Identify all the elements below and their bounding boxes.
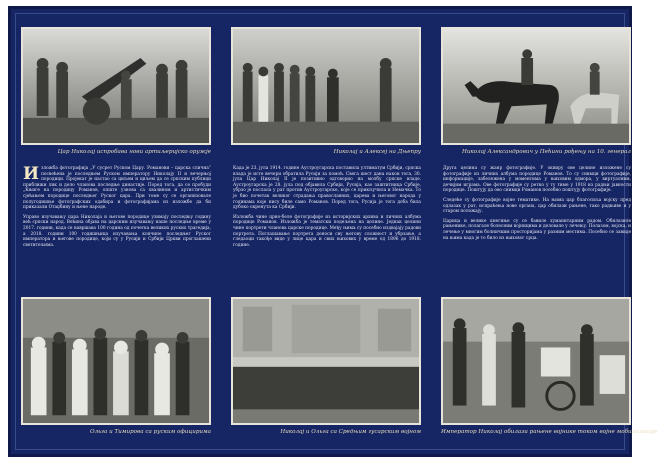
photo-artillery: [21, 27, 211, 145]
col3-paragraph-1: Друга целина су жанр фотографије. У оквиру ове целине изложене су фотографије из личних албума породице Романов. То су снимци фотографије, информације, забележена у моментима у њиховим одмора, у виртуалним, дечијим играма. Ове фотографије су ретко у ту тиме у 1918 из радњи јавности породице. Поштују да ово снимци Романов посебно поштују фотографије.: [443, 166, 631, 194]
photo-officers-nurses: [21, 297, 211, 425]
col2-paragraph-1: Када је 23. јула 1914. године Аустроугарска поставила ултиматум Србији, српска влада је исте вечери обратила Русији за помоћ. Свега шест дана након тога, 30. јула Цар Николај II је позитивно одговорио на молбу српске владе. Аустроугарска је 28. јула под објавила Србији, Русија, као заштитница Србије, убрзо је послала у рат против Аустроугарске, које се прикључила и Немачка. То је био почетак великог страдања православних, царева и његовог народа у годинама које нису биле само Романов. Поред тога, Русија је тога доба била дубоко окренута ка Србији.: [233, 166, 421, 211]
photo-horses: [441, 27, 631, 145]
exhibition-spread: [8, 6, 658, 457]
text-column-1: [23, 166, 211, 284]
caption-bottom-left: Ольга и Тимирова са руским официрима: [90, 429, 211, 435]
col3-paragraph-2: Следеће су фотографије војне тематике. На њима цар благосиља војску пред одлазак у рат, испраћења нове органа, цар обилази рањене, тако радњиве и у старом положају.: [443, 197, 631, 215]
caption-bottom-center: Николај и Ольга са Средњим гусарским војном: [280, 429, 421, 435]
col1-paragraph-1: зложба фотографија „У сусрет Руском Цару. Романови – царска слична“ посвећена је последњем Руском императору Николају II и вечерњој породици. Пројекат је настао са циљем и циљем да се српским публици приближи лик и дело чланова последње династије. Поред тога, да се пробуди „Књиге на породицу Романов, опште узнова са хвалином и артистичким сјећањем породице последњег Руског цара. При томе су се организовале полугодишње фотографских одабира и фотографијама из изложбе да би приказали Отаџбину и њене народе.: [23, 166, 211, 211]
col3-paragraph-3: Царица и велике кнегиње су се бавиле хуманитарним радом. Обилазиле рањенике, полагале болесним војницима и деловале у лечењу. Полазом, војска, и лечење у многим болничким просторијама у разним местима. Посебно се завиде на њима када је то било из њиховог срца.: [443, 218, 631, 241]
drop-cap: И: [23, 164, 40, 184]
caption-top-right: Николај Александрович у Пећини рођењу на 10. генерал: [461, 149, 631, 155]
photo-wounded-soldiers: [441, 297, 631, 425]
photo-hussars: [231, 297, 421, 425]
col1-paragraph-2: Управо изучавању цара Николаја и његове породице узимају последњу годину већ српски народ. Већина објава на царским изучавању наше последње време у 2017. години, када се навршава 100 година од почетка великих руских трагедија, а 2018. години 100 годишњица изучавања кончине последњег Руског императора и његове породице, који су у Русији и Србији Цркви проглашени светитељима.: [23, 214, 211, 248]
col2-paragraph-2: Изложба чине црно-беле фотографије из историјских архива и личних албума породице Романов. Изложба је тематски подељена на целине. Једнак целини чине портрети чланова царске породице. Међу њима су посебно издвајају радови портрета. Поглашавање портрета доноси сву његову сложност и убрзање, а гледаоци такође виде у лице цара и свих њихових у време од 1896 до 1918. године.: [233, 214, 421, 248]
text-column-2: [233, 166, 421, 284]
caption-top-left: Цар Николај испробава нови артиљеријско оружје: [57, 149, 211, 155]
photo-dnieper: [231, 27, 421, 145]
text-column-3: [443, 166, 631, 284]
caption-top-center: Николај и Алексеј на Дњепру: [333, 149, 421, 155]
caption-bottom-right: Император Николај обилази рањене војнике током војне мобилизације: [441, 429, 658, 435]
